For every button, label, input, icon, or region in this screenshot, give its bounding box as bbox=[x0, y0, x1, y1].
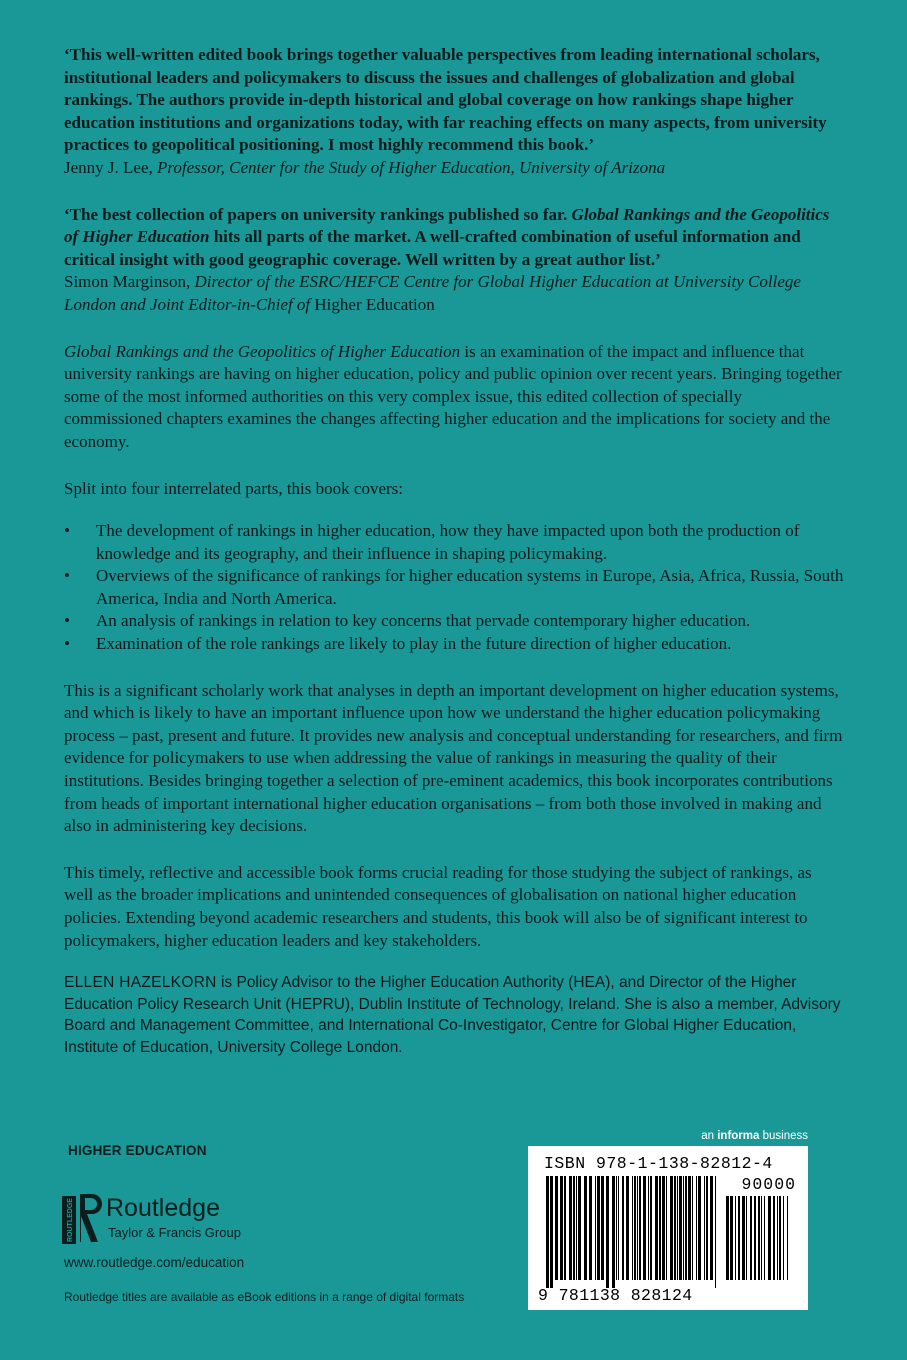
journal-name: Higher Education bbox=[314, 294, 435, 314]
barcode-bar bbox=[650, 1176, 652, 1280]
informa-suffix: business bbox=[759, 1130, 808, 1142]
publisher-group: Taylor & Francis Group bbox=[108, 1225, 241, 1240]
barcode-digits bbox=[538, 1286, 693, 1305]
review-quote-2-text bbox=[64, 204, 844, 272]
reviewer-role: Professor, Center for the Study of Higher Education, University of Arizona bbox=[157, 157, 666, 177]
barcode-bar bbox=[622, 1176, 624, 1280]
barcode-bar bbox=[683, 1176, 684, 1280]
publisher-url[interactable]: www.routledge.com/education bbox=[64, 1255, 245, 1270]
barcode-bar bbox=[764, 1196, 765, 1280]
price-code: 90000 bbox=[741, 1175, 796, 1194]
barcode-bar bbox=[632, 1176, 633, 1280]
barcode-bar bbox=[612, 1176, 615, 1288]
barcode-bar bbox=[597, 1176, 600, 1280]
intro-paragraph bbox=[64, 341, 844, 454]
review-quote-1-attribution bbox=[64, 157, 844, 180]
quote-2-book-title: Global Rankings and the Geopolitics of Higher Education bbox=[64, 204, 830, 247]
barcode-bar bbox=[738, 1196, 740, 1280]
barcode-bar bbox=[761, 1196, 762, 1280]
barcode-bar bbox=[688, 1176, 691, 1280]
author-bio bbox=[64, 972, 844, 1058]
review-quote-2-attribution bbox=[64, 271, 844, 316]
barcode-bar bbox=[589, 1176, 592, 1280]
barcode-bar bbox=[773, 1196, 775, 1280]
author-bio-text: is Policy Advisor to the Higher Education Authority (HEA), and Director of the Higher Education Policy Research Unit (HEPRU), Dublin Institute of Technology, Ireland. She is also a member, Advisory Board and Management Committee, and International Co-Investigator, Centre for Global Higher Education, Institute of Education, University College London. bbox=[64, 974, 841, 1056]
isbn-barcode bbox=[528, 1146, 808, 1310]
informa-prefix: an bbox=[701, 1130, 718, 1142]
bullet-icon: • bbox=[64, 634, 70, 654]
barcode-bar bbox=[730, 1196, 733, 1280]
intro-text: is an examination of the impact and influence that university rankings are having on higher education, policy and public opinion over recent years. Bringing together some of the most informed authorities on this very complex issue, this edited collection of specially commissioned chapters examines the changes affecting higher education and the implications for society and the economy. bbox=[64, 341, 842, 451]
informa-brand: informa bbox=[717, 1130, 760, 1142]
scholarly-paragraph: This is a significant scholarly work that analyses in depth an important development on higher education systems, and which is likely to have an important influence upon how we understand the higher education policymaking process – past, present and future. It provides new analysis and conceptual understanding for researchers, and firm evidence for policymakers to use when addressing the value of rankings in measuring the quality of their institutions. Besides bringing together a selection of pre-eminent academics, this book incorporates contributions from heads of important international higher education organisations – from both those involved in making and also in administering key decisions. bbox=[64, 680, 843, 836]
barcode-bar bbox=[618, 1176, 619, 1280]
informa-tagline bbox=[701, 1130, 808, 1142]
reviewer-role: Director of the ESRC/HEFCE Centre for Global Higher Education at University College London and Joint Editor-in-Chief of bbox=[64, 272, 801, 314]
barcode-bar bbox=[576, 1176, 577, 1280]
barcode-bar bbox=[670, 1176, 673, 1280]
list-item bbox=[64, 610, 844, 633]
barcode-bar bbox=[555, 1176, 558, 1280]
barcode-bar bbox=[704, 1176, 705, 1280]
barcode-bar bbox=[710, 1176, 713, 1280]
book-title: Global Rankings and the Geopolitics of Higher Education bbox=[64, 341, 461, 361]
barcode-bar bbox=[601, 1176, 604, 1280]
ean-barcode-bars bbox=[546, 1176, 718, 1288]
quote-2-end: hits all parts of the market. A well-crafted combination of useful information and critical insight with good geographic coverage. Well written by a great author list.’ bbox=[64, 227, 801, 269]
review-quote-2 bbox=[64, 204, 844, 317]
barcode-bar bbox=[662, 1176, 665, 1280]
barcode-bar bbox=[637, 1176, 638, 1280]
publisher-name: Routledge bbox=[106, 1194, 220, 1222]
barcode-bar bbox=[546, 1176, 549, 1288]
timely-paragraph: This timely, reflective and accessible book forms crucial reading for those studying the subject of rankings, as well as the broader implications and unintended consequences of globalisation on national higher education policies. Extending beyond academic researchers and students, this book will also be of significant interest to policymakers, higher education leaders and key stakeholders. bbox=[64, 862, 812, 950]
barcode-bar bbox=[685, 1176, 687, 1280]
barcode-bar bbox=[768, 1196, 771, 1280]
barcode-first-digit: 9 bbox=[538, 1286, 549, 1305]
barcode-bar bbox=[698, 1176, 701, 1280]
bullet-icon: • bbox=[64, 521, 70, 541]
barcode-bar bbox=[758, 1196, 760, 1280]
barcode-bar bbox=[643, 1176, 646, 1280]
barcode-bar bbox=[639, 1176, 641, 1280]
review-quote-1-text: ‘This well-written edited book brings together valuable perspectives from leading international scholars, institutional leaders and policymakers to discuss the issues and challenges of globalization and global rankings. The authors provide in-depth historical and global coverage on how rankings shape higher education institutions and organizations today, with far reaching effects on many aspects, from university practices to geopolitical positioning. I most highly recommend this book.’ bbox=[64, 45, 827, 155]
list-item-text: Examination of the role rankings are likely to play in the future direction of higher education. bbox=[96, 634, 732, 654]
barcode-bar bbox=[666, 1176, 667, 1280]
barcode-bar bbox=[659, 1176, 661, 1280]
list-item bbox=[64, 520, 844, 565]
barcode-bar bbox=[626, 1176, 629, 1280]
back-cover-text bbox=[64, 44, 844, 1058]
barcode-bar bbox=[573, 1176, 575, 1280]
list-item bbox=[64, 565, 844, 610]
list-item-text: An analysis of rankings in relation to key concerns that pervade contemporary higher education. bbox=[96, 611, 751, 631]
barcode-bar bbox=[616, 1176, 617, 1280]
addon-barcode-bars bbox=[726, 1196, 790, 1288]
barcode-rest-digits: 781138 828124 bbox=[558, 1286, 693, 1305]
barcode-bar bbox=[655, 1176, 658, 1280]
review-quote-1 bbox=[64, 44, 844, 180]
barcode-bar bbox=[750, 1196, 752, 1280]
barcode-bar bbox=[550, 1176, 553, 1288]
barcode-bar bbox=[634, 1176, 636, 1280]
barcode-bar bbox=[746, 1196, 747, 1280]
list-item bbox=[64, 633, 844, 656]
barcode-bar bbox=[677, 1176, 678, 1280]
barcode-bar bbox=[578, 1176, 581, 1280]
barcode-bar bbox=[692, 1176, 693, 1280]
barcode-bar bbox=[696, 1176, 697, 1280]
barcode-bar bbox=[674, 1176, 676, 1280]
barcode-bar bbox=[777, 1196, 778, 1280]
barcode-bar bbox=[606, 1176, 609, 1288]
barcode-bar bbox=[754, 1196, 756, 1280]
reviewer-name: Jenny J. Lee, bbox=[64, 157, 153, 177]
author-name: ELLEN HAZELKORN bbox=[64, 974, 217, 992]
barcode-bar bbox=[779, 1196, 781, 1280]
routledge-logo bbox=[62, 1192, 302, 1248]
list-item-text: Overviews of the significance of rankings for higher education systems in Europe, Asia, Africa, Russia, South America, India and North America. bbox=[96, 566, 844, 608]
barcode-bar bbox=[783, 1196, 784, 1280]
routledge-vertical-wordmark bbox=[62, 1196, 76, 1244]
quote-2-start: ‘The best collection of papers on university rankings published so far. bbox=[64, 204, 572, 224]
barcode-bar bbox=[595, 1176, 596, 1280]
reviewer-name: Simon Marginson, bbox=[64, 272, 191, 292]
routledge-r-icon bbox=[78, 1192, 104, 1244]
barcode-bar bbox=[715, 1176, 716, 1288]
bullet-icon: • bbox=[64, 566, 70, 586]
barcode-bar bbox=[564, 1176, 566, 1280]
barcode-bar bbox=[584, 1176, 587, 1280]
barcode-bar bbox=[679, 1176, 682, 1280]
barcode-bar bbox=[742, 1196, 745, 1280]
barcode-bar bbox=[735, 1196, 736, 1280]
ebook-note: Routledge titles are available as eBook editions in a range of digital formats bbox=[64, 1290, 465, 1304]
barcode-bar bbox=[569, 1176, 572, 1280]
barcode-bar bbox=[560, 1176, 563, 1280]
series-label: HIGHER EDUCATION bbox=[68, 1143, 207, 1158]
barcode-bar bbox=[726, 1196, 729, 1280]
coverage-list bbox=[64, 520, 844, 656]
barcode-bar bbox=[787, 1196, 788, 1280]
bullet-icon: • bbox=[64, 611, 70, 631]
barcode-bar bbox=[648, 1176, 649, 1280]
barcode-bar bbox=[706, 1176, 708, 1280]
list-item-text: The development of rankings in higher education, how they have impacted upon both the production of knowledge and its geography, and their influence in shaping policymaking. bbox=[96, 521, 800, 563]
svg-text:ROUTLEDGE: ROUTLEDGE bbox=[67, 1198, 74, 1242]
split-intro: Split into four interrelated parts, this book covers: bbox=[64, 478, 403, 498]
isbn-label: ISBN 978-1-138-82812-4 bbox=[544, 1154, 773, 1173]
